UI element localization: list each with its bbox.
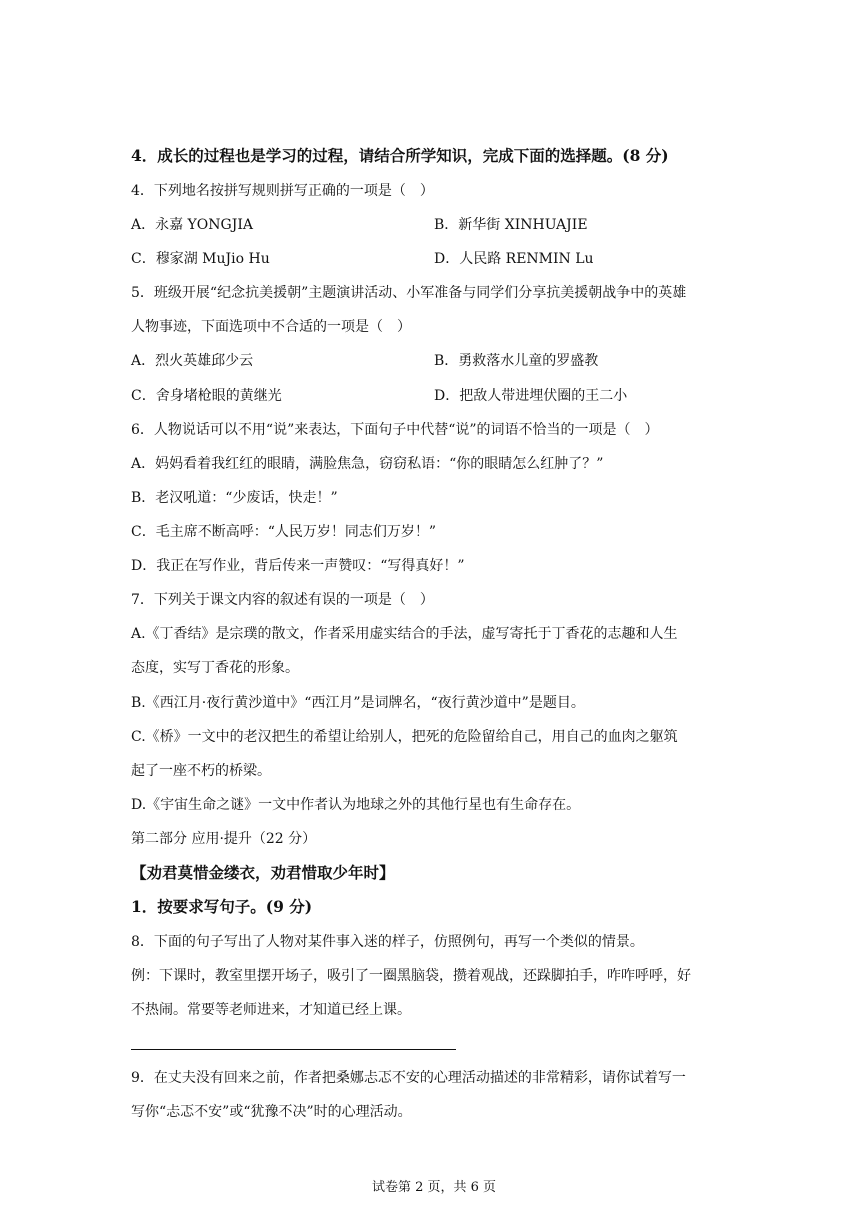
question-5-stem-line2: 人物事迹，下面选项中不合适的一项是（ ） — [131, 319, 411, 335]
q8-example-line2: 不热闹。常要等老师进来，才知道已经上课。 — [131, 1002, 411, 1018]
q8-example-line1: 例：下课时，教室里摆开场子，吸引了一圈黑脑袋，攒着观战，还跺脚拍手，咋咋呼呼，好 — [131, 968, 691, 984]
q7-option-b: B.《西江月·夜行黄沙道中》“西江月”是词牌名，“夜行黄沙道中”是题目。 — [131, 695, 585, 711]
page-footer: 试卷第 2 页，共 6 页 — [371, 1180, 497, 1195]
q7-option-a-line2: 态度，实写丁香花的形象。 — [131, 660, 299, 676]
part-two-banner: 【劝君莫惜金缕衣，劝君惜取少年时】 — [131, 863, 395, 882]
question-6-stem: 6．人物说话可以不用“说”来表达，下面句子中代替“说”的词语不恰当的一项是（ ） — [131, 422, 659, 438]
q4-option-d: D．人民路 RENMIN Lu — [434, 251, 594, 267]
question-5-stem-line1: 5．班级开展“纪念抗美援朝”主题演讲活动、小军准备与同学们分享抗美援朝战争中的英雄 — [131, 285, 687, 301]
q7-option-d: D.《宇宙生命之谜》一文中作者认为地球之外的其他行星也有生命存在。 — [131, 797, 581, 813]
question-9-stem-line2: 写你“忐忑不安”或“犹豫不决”时的心理活动。 — [131, 1104, 412, 1120]
q5-option-c: C．舍身堵枪眼的黄继光 — [131, 388, 282, 404]
subsection-heading: 1．按要求写句子。(9 分) — [131, 897, 313, 916]
q6-option-a: A．妈妈看着我红红的眼睛，满脸焦急，窃窃私语：“你的眼睛怎么红肿了？” — [131, 456, 604, 472]
question-7-stem: 7．下列关于课文内容的叙述有误的一项是（ ） — [131, 592, 434, 608]
q4-option-c: C．穆家湖 MuJio Hu — [131, 251, 270, 267]
question-9-stem-line1: 9．在丈夫没有回来之前，作者把桑娜忐忑不安的心理活动描述的非常精彩，请你试着写一 — [131, 1070, 686, 1086]
part-two-title: 第二部分 应用·提升（22 分） — [131, 831, 317, 847]
question-4-stem: 4．下列地名按拼写规则拼写正确的一项是（ ） — [131, 183, 434, 199]
q5-option-a: A．烈火英雄邱少云 — [131, 353, 254, 369]
q6-option-d: D．我正在写作业，背后传来一声赞叹：“写得真好！” — [131, 558, 465, 574]
q6-option-b: B．老汉吼道：“少废话，快走！” — [131, 490, 338, 506]
q5-option-d: D．把敌人带进埋伏圈的王二小 — [434, 388, 628, 404]
question-8-stem: 8．下面的句子写出了人物对某件事入迷的样子，仿照例句，再写一个类似的情景。 — [131, 934, 644, 950]
q7-option-c-line1: C.《桥》一文中的老汉把生的希望让给别人，把死的危险留给自己，用自己的血肉之躯筑 — [131, 729, 678, 745]
q4-option-a: A．永嘉 YONGJIA — [131, 217, 253, 233]
q6-option-c: C．毛主席不断高呼：“人民万岁！同志们万岁！” — [131, 524, 437, 540]
q7-option-a-line1: A.《丁香结》是宗璞的散文，作者采用虚实结合的手法，虚写寄托于丁香花的志趣和人生 — [131, 626, 678, 642]
q5-option-b: B．勇救落水儿童的罗盛教 — [434, 353, 599, 369]
q7-option-c-line2: 起了一座不朽的桥梁。 — [131, 763, 271, 779]
answer-line — [131, 1049, 456, 1050]
section-heading: 4．成长的过程也是学习的过程，请结合所学知识，完成下面的选择题。(8 分) — [131, 146, 669, 165]
q4-option-b: B．新华街 XINHUAJIE — [434, 217, 588, 233]
